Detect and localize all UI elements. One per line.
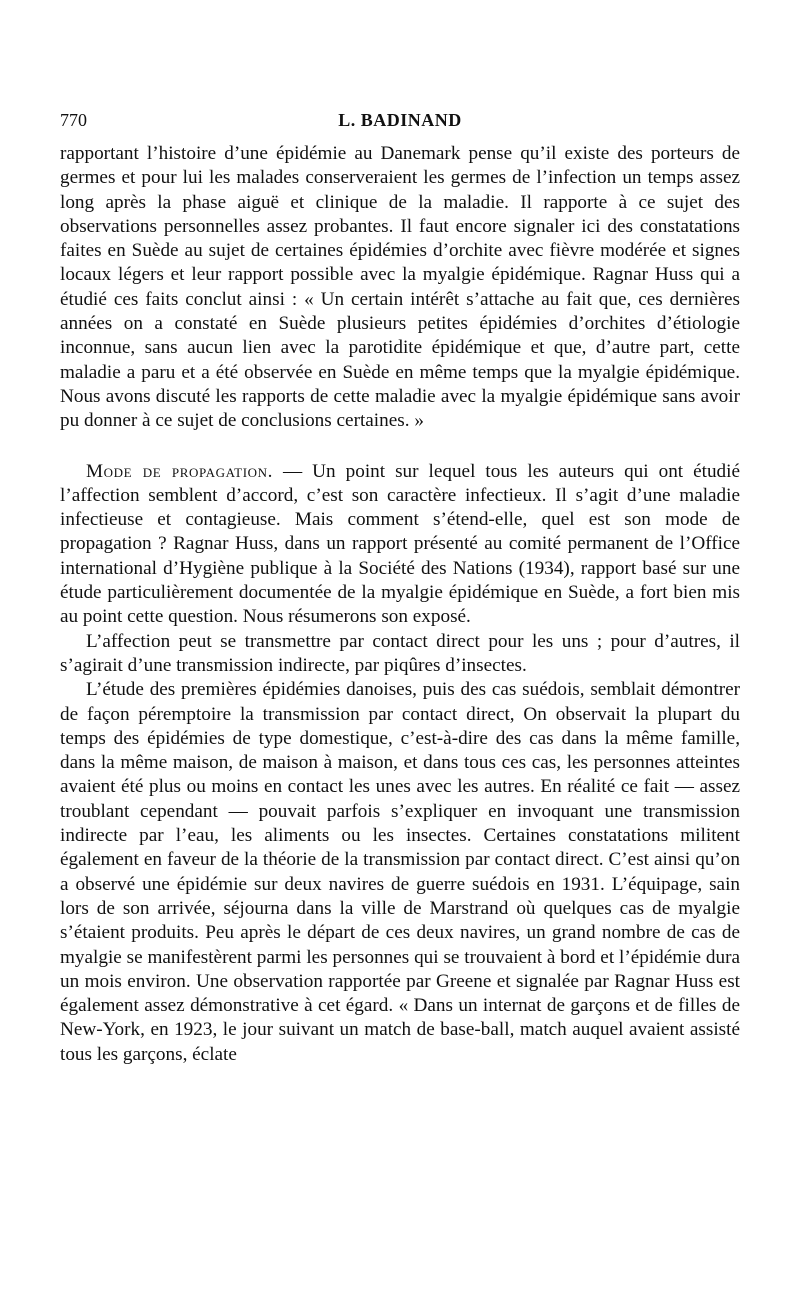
paragraph-continuation: rapportant l’histoire d’une épidémie au Danemark pense qu’il existe des porteurs de germes et pour lui les malades conserveraient les germes de l’infection un temps assez long après la phase aiguë et clinique de la maladie. Il rapporte à ce sujet des observations personnelles assez probantes. Il faut encore signaler ici des constatations faites en Suède au sujet de certaines épidémies d’orchite avec fièvre modérée et signes locaux légers et leur rapport possible avec la myalgie épidémique. Ragnar Huss qui a étudié ces faits conclut ainsi : « Un certain intérêt s’attache au fait que, ces dernières années on a constaté en Suède plusieurs petites épidémies d’orchites d’étiologie inconnue, sans aucun lien avec la parotidite épidémique et que, d’autre part, cette maladie a paru et a été observée en Suède en même temps que la myalgie épidémique. Nous avons discuté les rapports de cette maladie avec la myalgie épidémique sans avoir pu donner à ce sujet de conclusions certaines. » [60, 143, 740, 432]
page [60, 110, 740, 1067]
running-head [60, 110, 740, 142]
running-title: L. BADINAND [338, 110, 462, 130]
paragraph-transmission: L’affection peut se transmettre par contact direct pour les uns ; pour d’autres, il s’agirait d’une transmission indirecte, par piqûres d’insectes. [60, 630, 740, 676]
paragraph-text: — Un point sur lequel tous les auteurs qui ont étudié l’affection semblent d’accord, c’est son caractère infectieux. Il s’agit d’une maladie infectieuse et contagieuse. Mais comment s’étend-elle, quel est son mode de propagation ? Ragnar Huss, dans un rapport présenté au comité permanent de l’Office international d’Hygiène publique à la Société des Nations (1934), rapport basé sur une étude particulièrement documentée de la myalgie épidémique en Suède, a fort bien mis au point cette question. Nous résumerons son exposé. [60, 460, 740, 628]
section-heading: Mode de propagation. [86, 460, 273, 482]
paragraph-mode-de-propagation [60, 460, 740, 630]
page-number: 770 [60, 110, 87, 130]
paragraph-epidemies: L’étude des premières épidémies danoises, puis des cas suédois, semblait démontrer de façon péremptoire la transmission par contact direct, On observait la plupart du temps des épidémies de type domestique, c’est-à-dire des cas dans la même famille, dans la même maison, de maison à maison, et dans tous ces cas, les personnes atteintes avaient été plus ou moins en contact les unes avec les autres. En réalité ce fait — assez troublant cependant — pouvait parfois s’expliquer en invoquant une transmission indirecte par l’eau, les aliments ou les insectes. Certaines constatations militent également en faveur de la théorie de la transmission par contact direct. C’est ainsi qu’on a observé une épidémie sur deux navires de guerre suédois en 1931. L’équipage, sain lors de son arrivée, séjourna dans la ville de Marstrand où quelques cas de myalgie s’étaient produits. Peu après le départ de ces deux navires, un grand nombre de cas de myalgie se manifestèrent parmi les personnes qui se trouvaient à bord et l’épidémie dura un mois environ. Une observation rapportée par Greene et signalée par Ragnar Huss est également assez démonstrative à cet égard. « Dans un internat de garçons et de filles de New-York, en 1923, le jour suivant un match de base-ball, match auquel avaient assisté tous les garçons, éclate [60, 679, 740, 1065]
